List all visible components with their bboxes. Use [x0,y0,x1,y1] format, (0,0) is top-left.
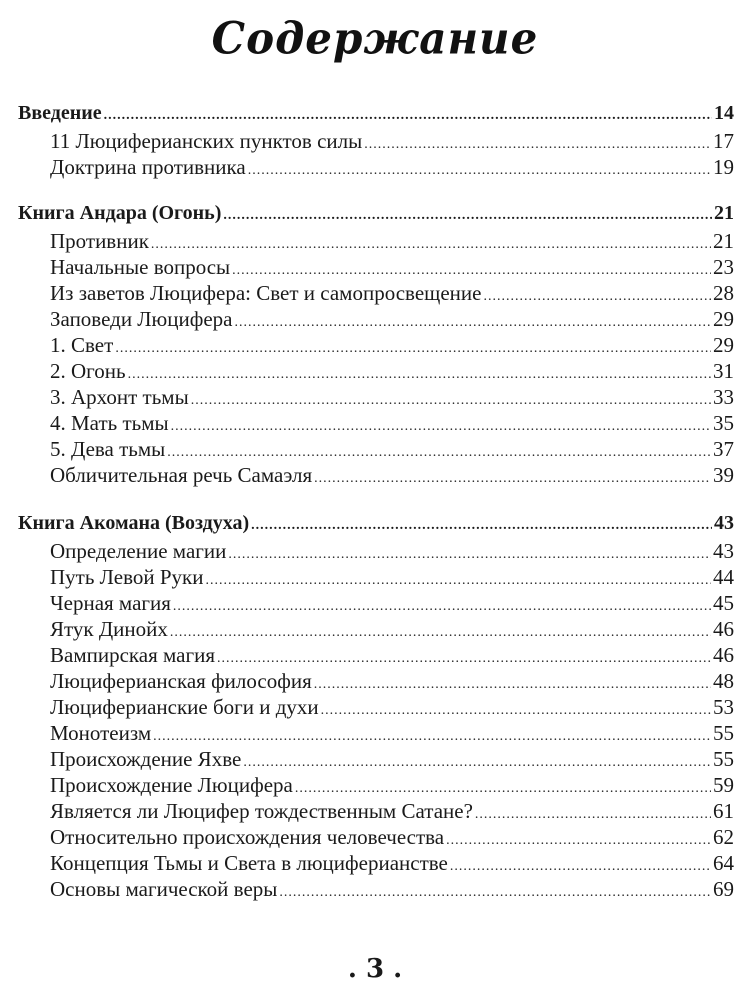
toc-entry-page: 53 [713,695,734,719]
toc-entry-page: 61 [713,799,734,823]
toc-entry[interactable] [18,254,734,280]
toc-entry-label: Противник [50,229,149,253]
toc-entry-page: 31 [713,359,734,383]
toc-entry-page: 28 [713,281,734,305]
toc-entry-label: Люциферианские боги и духи [50,695,319,719]
toc-entry-label: Монотеизм [50,721,152,745]
toc-entry[interactable] [18,850,734,876]
leader-dots [314,466,711,492]
toc-entry-label: Определение магии [50,539,227,563]
toc-entry[interactable] [18,228,734,254]
toc-entry-page: 17 [713,129,734,153]
toc-heading-label: Введение [18,102,102,124]
leader-dots [170,620,711,646]
toc-entry-label: Начальные вопросы [50,255,231,279]
leader-dots [104,101,712,131]
toc-heading-label: Книга Акомана (Воздуха) [18,512,250,534]
toc-entry-page: 23 [713,255,734,279]
leader-dots [115,336,711,362]
leader-dots [248,158,711,184]
toc-entry-page: 43 [713,539,734,563]
leader-dots [251,511,712,541]
toc-entry[interactable] [18,306,734,332]
toc-heading[interactable] [18,98,734,128]
leader-dots [205,568,711,594]
toc-entry-label: Обличительная речь Самаэля [50,463,313,487]
toc-entry[interactable] [18,332,734,358]
toc-entry-page: 21 [713,229,734,253]
toc-entry-label: Черная магия [50,591,171,615]
leader-dots [191,388,711,414]
leader-dots [128,362,711,388]
toc-entry-page: 55 [713,747,734,771]
toc-entry-label: Происхождение Яхве [50,747,242,771]
toc-entry[interactable] [18,876,734,902]
toc-entry[interactable] [18,538,734,564]
toc-heading-page: 21 [714,202,734,224]
toc-entry-label: Основы магической веры [50,877,278,901]
toc-entry[interactable] [18,462,734,488]
toc-entry-label: Является ли Люцифер тождественным Сатане? [50,799,473,823]
toc-entry-label: Вампирская магия [50,643,216,667]
toc-heading[interactable] [18,198,734,228]
toc-entry-page: 62 [713,825,734,849]
toc-entry[interactable] [18,668,734,694]
toc-entry-page: 55 [713,721,734,745]
toc-entry-label: Относительно происхождения человечества [50,825,445,849]
toc-entry-label: Происхождение Люцифера [50,773,293,797]
table-of-contents [18,98,734,902]
page-title: Содержание [211,12,539,65]
toc-entry-label: Путь Левой Руки [50,565,204,589]
leader-dots [243,750,711,776]
toc-entry-page: 44 [713,565,734,589]
leader-dots [321,698,711,724]
toc-entry-label: 11 Люциферианских пунктов силы [50,129,363,153]
toc-entry-label: Заповеди Люцифера [50,307,233,331]
toc-entry-page: 37 [713,437,734,461]
toc-entry-label: 2. Огонь [50,359,126,383]
leader-dots [171,414,711,440]
toc-entry[interactable] [18,410,734,436]
leader-dots [483,284,711,310]
toc-entry[interactable] [18,824,734,850]
toc-entry[interactable] [18,746,734,772]
toc-heading-page: 43 [714,512,734,534]
toc-heading-label: Книга Андара (Огонь) [18,202,222,224]
toc-entry-label: 5. Дева тьмы [50,437,166,461]
toc-entry-label: Люциферианская философия [50,669,312,693]
toc-entry[interactable] [18,642,734,668]
toc-section-introduction [18,98,734,180]
leader-dots [450,854,711,880]
toc-section-book-andara [18,198,734,488]
toc-entry-label: Ятук Динойх [50,617,168,641]
toc-entry-page: 64 [713,851,734,875]
toc-entry-page: 29 [713,333,734,357]
toc-entry-label: 3. Архонт тьмы [50,385,189,409]
leader-dots [475,802,711,828]
toc-entry-label: Концепция Тьмы и Света в люциферианстве [50,851,448,875]
toc-entry-label: Доктрина противника [50,155,246,179]
leader-dots [223,201,712,231]
toc-entry-page: 59 [713,773,734,797]
toc-entry-label: Из заветов Люцифера: Свет и самопросвещение [50,281,482,305]
leader-dots [446,828,711,854]
toc-entry[interactable] [18,358,734,384]
toc-entry-page: 39 [713,463,734,487]
toc-entry[interactable] [18,280,734,306]
leader-dots [279,880,711,906]
toc-entry-page: 35 [713,411,734,435]
toc-entry[interactable] [18,154,734,180]
leader-dots [228,542,711,568]
toc-section-book-akomana [18,508,734,902]
toc-entry-label: 1. Свет [50,333,114,357]
toc-entry-label: 4. Мать тьмы [50,411,169,435]
toc-entry[interactable] [18,694,734,720]
toc-entry-page: 48 [713,669,734,693]
toc-entry-page: 46 [713,617,734,641]
toc-entry[interactable] [18,590,734,616]
toc-entry[interactable] [18,616,734,642]
toc-entry-page: 19 [713,155,734,179]
toc-entry-page: 46 [713,643,734,667]
toc-entry[interactable] [18,720,734,746]
toc-entry-page: 69 [713,877,734,901]
toc-entry-page: 33 [713,385,734,409]
toc-entry[interactable] [18,436,734,462]
leader-dots [173,594,711,620]
leader-dots [364,132,711,158]
page-number: . 3 . [347,954,403,984]
leader-dots [151,232,711,258]
toc-heading-page: 14 [714,102,734,124]
leader-dots [314,672,711,698]
toc-entry-page: 45 [713,591,734,615]
toc-entry[interactable] [18,798,734,824]
toc-heading[interactable] [18,508,734,538]
toc-entry[interactable] [18,384,734,410]
leader-dots [234,310,711,336]
toc-entry[interactable] [18,128,734,154]
toc-entry[interactable] [18,564,734,590]
toc-entry-page: 29 [713,307,734,331]
toc-entry[interactable] [18,772,734,798]
